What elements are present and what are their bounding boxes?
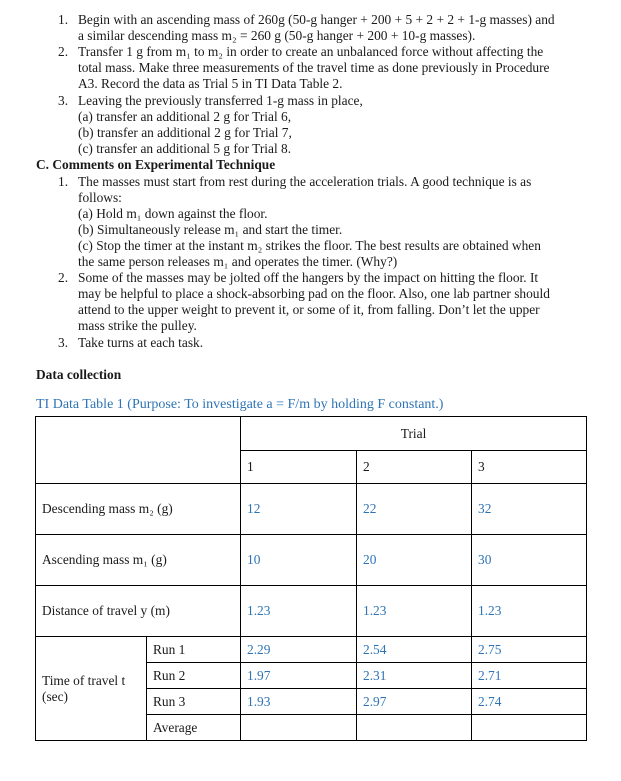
data-collection-heading: Data collection [36,367,122,382]
list-number: 2. [58,44,69,59]
table-cell[interactable]: 1.93 [241,689,357,715]
row-label-ascending: Ascending mass m₁ (g) [36,535,241,586]
table-cell[interactable]: 2.29 [241,637,357,663]
table-cell[interactable]: 12 [241,484,357,535]
table-cell[interactable]: 1.23 [472,586,587,637]
list-item-line: the same person releases m₁ and operates the timer. (Why?) [78,254,398,269]
list-item-line: mass strike the pulley. [78,318,197,333]
list-number: 3. [58,335,69,350]
list-number: 2. [58,270,69,285]
table-cell[interactable]: 22 [357,484,472,535]
list-item-line: (c) transfer an additional 5 g for Trial 8. [78,141,292,156]
table-cell[interactable] [241,715,357,741]
table-cell[interactable]: 1.97 [241,663,357,689]
table-cell[interactable]: 2.97 [357,689,472,715]
table-row [36,484,587,535]
run-label: Run 2 [147,663,241,689]
table-cell[interactable]: 2.31 [357,663,472,689]
table-cell[interactable]: 1.23 [241,586,357,637]
table-cell[interactable]: 1.23 [357,586,472,637]
list-item-line: A3. Record the data as Trial 5 in TI Data Table 2. [78,76,343,91]
section-c-heading: C. Comments on Experimental Technique [36,157,276,172]
list-item-line: Some of the masses may be jolted off the hangers by the impact on hitting the floor. It [78,270,539,285]
table-cell[interactable] [357,715,472,741]
table-header-row [36,417,587,451]
table-cell[interactable]: 10 [241,535,357,586]
list-item-line: (a) transfer an additional 2 g for Trial 6, [78,109,292,124]
row-label-distance: Distance of travel y (m) [36,586,241,637]
list-item-line: Leaving the previously transferred 1-g mass in place, [78,93,363,108]
table-corner-cell [36,417,241,484]
list-number: 1. [58,174,69,189]
list-item-line: Take turns at each task. [78,335,204,350]
run-label: Run 3 [147,689,241,715]
list-item-line: (b) Simultaneously release m₁ and start the timer. [78,222,343,237]
list-item-line: (c) Stop the timer at the instant m₂ strikes the floor. The best results are obtained when [78,238,541,253]
list-item-line: a similar descending mass m₂ = 260 g (50-g hanger + 200 + 10-g masses). [78,28,476,43]
table-row [36,637,587,663]
table-cell[interactable]: 2.74 [472,689,587,715]
list-number: 3. [58,93,69,108]
trial-header: Trial [241,417,587,451]
table-row [36,535,587,586]
list-item-line: The masses must start from rest during the acceleration trials. A good technique is as [78,174,532,189]
table-cell[interactable]: 2.75 [472,637,587,663]
table-caption: TI Data Table 1 (Purpose: To investigate a = F/m by holding F constant.) [36,397,444,412]
trial-number: 1 [241,451,357,484]
list-number: 1. [58,12,69,27]
table-cell[interactable]: 32 [472,484,587,535]
table-cell[interactable] [472,715,587,741]
data-table [35,416,587,741]
list-item-line: attend to the upper weight to prevent it, or some of it, from falling. Don’t let the upper [78,302,540,317]
row-label-time: Time of travel t (sec) [36,637,147,741]
list-item-line: may be helpful to place a shock-absorbing pad on the floor. Also, one lab partner should [78,286,550,301]
list-item-line: total mass. Make three measurements of the travel time as done previously in Procedure [78,60,550,75]
list-item-line: Transfer 1 g from m₁ to m₂ in order to create an unbalanced force without affecting the [78,44,544,59]
trial-number: 2 [357,451,472,484]
list-item-line: (b) transfer an additional 2 g for Trial 7, [78,125,292,140]
trial-number: 3 [472,451,587,484]
table-row [36,586,587,637]
average-label: Average [147,715,241,741]
list-item-line: Begin with an ascending mass of 260g (50-g hanger + 200 + 5 + 2 + 2 + 1-g masses) and [78,12,555,27]
table-cell[interactable]: 20 [357,535,472,586]
run-label: Run 1 [147,637,241,663]
table-cell[interactable]: 2.71 [472,663,587,689]
list-item-line: (a) Hold m₁ down against the floor. [78,206,268,221]
list-item-line: follows: [78,190,122,205]
table-cell[interactable]: 2.54 [357,637,472,663]
row-label-descending: Descending mass m₂ (g) [36,484,241,535]
table-cell[interactable]: 30 [472,535,587,586]
